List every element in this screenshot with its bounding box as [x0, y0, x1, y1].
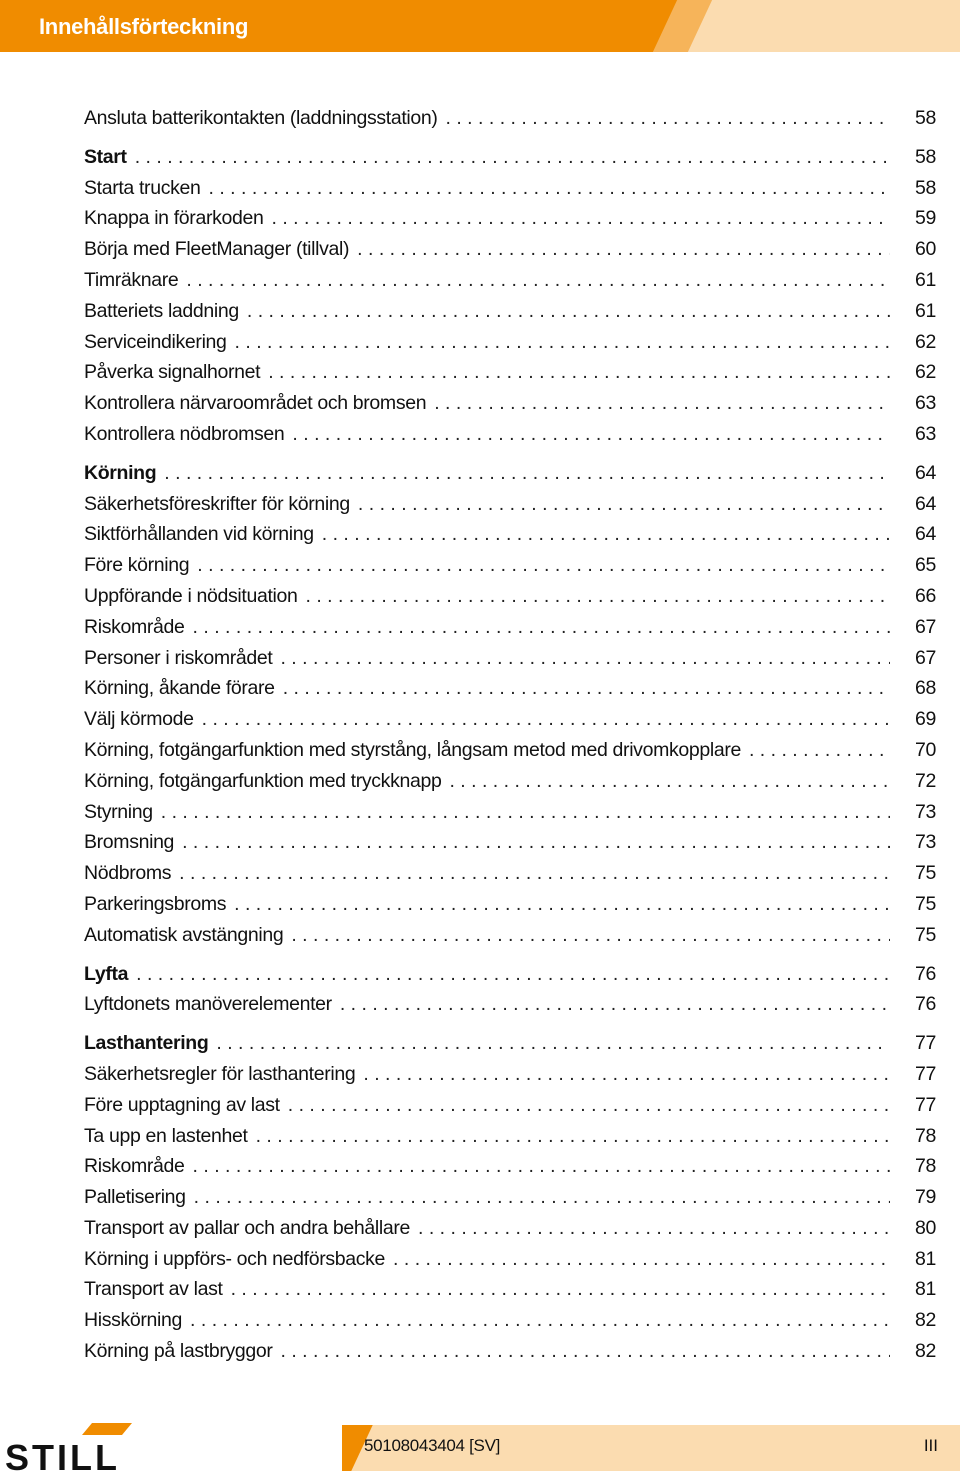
dot-leader	[418, 1213, 890, 1244]
toc-entry-label: Batteriets laddning	[84, 299, 239, 322]
toc-entry-row[interactable]	[84, 1182, 936, 1213]
dot-leader	[292, 419, 890, 450]
toc-entry-row[interactable]	[84, 735, 936, 766]
toc-page-number: 70	[915, 738, 936, 761]
toc-entry-row[interactable]	[84, 1274, 936, 1305]
toc-page-number: 78	[915, 1124, 936, 1147]
toc-entry-row[interactable]	[84, 173, 936, 204]
toc-entry-label: Ta upp en lastenhet	[84, 1124, 248, 1147]
toc-page-number: 59	[915, 207, 936, 230]
toc-entry-row[interactable]	[84, 265, 936, 296]
toc-page-number: 75	[915, 862, 936, 885]
dot-leader	[202, 704, 890, 735]
toc-entry-row[interactable]	[84, 1121, 936, 1152]
toc-page-number: 65	[915, 554, 936, 577]
toc-page-number: 63	[915, 422, 936, 445]
toc-entry-label: Personer i riskområdet	[84, 646, 273, 669]
toc-page-number: 64	[915, 523, 936, 546]
toc-entry-row[interactable]	[84, 1213, 936, 1244]
page-title: Innehållsförteckning	[39, 14, 249, 39]
dot-leader	[161, 797, 890, 828]
toc-page-number: 77	[915, 1062, 936, 1085]
table-of-contents	[84, 103, 936, 1367]
toc-entry-label: Välj körmode	[84, 708, 194, 731]
toc-page-number: 58	[915, 145, 936, 168]
page-footer	[342, 1425, 960, 1471]
toc-entry-row[interactable]	[84, 1305, 936, 1336]
dot-leader	[235, 327, 890, 358]
toc-entry-row[interactable]	[84, 419, 936, 450]
toc-entry-label: Bromsning	[84, 831, 175, 854]
toc-entry-row[interactable]	[84, 103, 936, 134]
toc-entry-row[interactable]	[84, 1090, 936, 1121]
toc-entry-label: Körning, fotgängarfunktion med styrstång, långsam metod med drivomkopplare	[84, 738, 741, 761]
toc-entry-row[interactable]	[84, 766, 936, 797]
toc-entry-row[interactable]	[84, 827, 936, 858]
toc-page-number: 62	[915, 330, 936, 353]
toc-entry-row[interactable]	[84, 203, 936, 234]
toc-page-number: 75	[915, 923, 936, 946]
dot-leader	[357, 234, 890, 265]
toc-entry-label: Lyfta	[84, 962, 129, 985]
dot-leader	[340, 989, 890, 1020]
toc-entry-label: Timräknare	[84, 268, 179, 291]
toc-entry-label: Starta trucken	[84, 176, 201, 199]
toc-page-number: 58	[915, 176, 936, 199]
page-header	[0, 0, 960, 52]
toc-page-number: 72	[915, 769, 936, 792]
toc-page-number: 75	[915, 892, 936, 915]
toc-entry-label: Palletisering	[84, 1186, 186, 1209]
toc-entry-row[interactable]	[84, 581, 936, 612]
toc-entry-row[interactable]	[84, 1336, 936, 1367]
toc-page-number: 67	[915, 646, 936, 669]
dot-leader	[393, 1244, 890, 1275]
toc-page-number: 76	[915, 993, 936, 1016]
toc-entry-label: Ansluta batterikontakten (laddningsstation)	[84, 107, 438, 129]
document-number: 50108043404 [SV]	[364, 1436, 501, 1455]
toc-entry-row[interactable]	[84, 234, 936, 265]
dot-leader	[256, 1121, 890, 1152]
dot-leader	[216, 1028, 890, 1059]
toc-entry-label: Påverka signalhornet	[84, 361, 261, 384]
dot-leader	[209, 173, 891, 204]
toc-page-number: 67	[915, 615, 936, 638]
toc-entry-row[interactable]	[84, 1244, 936, 1275]
toc-section-row[interactable]	[84, 458, 936, 489]
toc-page-number: 81	[915, 1278, 936, 1301]
toc-entry-row[interactable]	[84, 643, 936, 674]
dot-leader	[363, 1059, 890, 1090]
toc-entry-label: Börja med FleetManager (tillval)	[84, 238, 350, 261]
dot-leader	[182, 827, 890, 858]
toc-entry-row[interactable]	[84, 704, 936, 735]
toc-page-number: 63	[915, 392, 936, 415]
dot-leader	[434, 388, 890, 419]
toc-entry-label: Före körning	[84, 554, 190, 577]
toc-entry-row[interactable]	[84, 357, 936, 388]
header-pale-band	[688, 0, 960, 52]
dot-leader	[193, 612, 890, 643]
dot-leader	[271, 203, 890, 234]
dot-leader	[283, 673, 890, 704]
toc-entry-row[interactable]	[84, 920, 936, 951]
toc-entry-row[interactable]	[84, 989, 936, 1020]
dot-leader	[280, 643, 890, 674]
toc-entry-row[interactable]	[84, 388, 936, 419]
toc-entry-label: Körning i uppförs- och nedförsbacke	[84, 1247, 386, 1270]
toc-entry-row[interactable]	[84, 858, 936, 889]
toc-page-number: 61	[915, 299, 936, 322]
toc-entry-label: Lyftdonets manöverelementer	[84, 993, 332, 1016]
dot-leader	[164, 458, 890, 489]
dot-leader	[193, 1151, 890, 1182]
toc-page-number: 60	[915, 238, 936, 261]
toc-page-number: 76	[915, 962, 936, 985]
toc-entry-label: Riskområde	[84, 1155, 185, 1178]
toc-entry-label: Körning	[84, 461, 157, 484]
still-logo	[4, 1421, 184, 1478]
dot-leader	[358, 489, 890, 520]
toc-page-number: 77	[915, 1032, 936, 1055]
toc-entry-label: Nödbroms	[84, 862, 172, 885]
toc-entry-label: Knappa in förarkoden	[84, 207, 264, 230]
dot-leader	[306, 581, 891, 612]
toc-entry-label: Start	[84, 145, 127, 168]
toc-section-row[interactable]	[84, 1028, 936, 1059]
toc-page-number: 68	[915, 677, 936, 700]
dot-leader	[190, 1305, 890, 1336]
dot-leader	[234, 889, 890, 920]
toc-entry-row[interactable]	[84, 327, 936, 358]
toc-entry-label: Kontrollera nödbromsen	[84, 422, 285, 445]
dot-leader	[288, 1090, 890, 1121]
toc-entry-label: Körning på lastbryggor	[84, 1340, 273, 1363]
dot-leader	[179, 858, 890, 889]
dot-leader	[446, 103, 890, 134]
toc-entry-label: Säkerhetsregler för lasthantering	[84, 1062, 356, 1085]
toc-page-number: 81	[915, 1247, 936, 1270]
toc-entry-label: Serviceindikering	[84, 330, 227, 353]
toc-entry-row[interactable]	[84, 550, 936, 581]
dot-leader	[194, 1182, 890, 1213]
toc-entry-row[interactable]	[84, 296, 936, 327]
toc-entry-label: Körning, åkande förare	[84, 677, 275, 700]
toc-page-number: 79	[915, 1186, 936, 1209]
toc-entry-label: Säkerhetsföreskrifter för körning	[84, 492, 350, 515]
logo-wordmark: STILL	[5, 1437, 120, 1473]
toc-entry-label: Siktförhållanden vid körning	[84, 523, 314, 546]
dot-leader	[449, 766, 890, 797]
page-number: III	[923, 1436, 938, 1455]
toc-page-number: 64	[915, 492, 936, 515]
toc-page-number: 58	[915, 107, 936, 129]
dot-leader	[268, 357, 890, 388]
dot-leader	[135, 142, 890, 173]
toc-entry-row[interactable]	[84, 1151, 936, 1182]
toc-page-number: 78	[915, 1155, 936, 1178]
toc-page-number: 80	[915, 1216, 936, 1239]
toc-page-number: 62	[915, 361, 936, 384]
toc-entry-label: Körning, fotgängarfunktion med tryckknapp	[84, 769, 442, 792]
dot-leader	[247, 296, 890, 327]
toc-page-number: 69	[915, 708, 936, 731]
toc-page-number: 64	[915, 461, 936, 484]
toc-entry-label: Automatisk avstängning	[84, 923, 284, 946]
toc-section-row[interactable]	[84, 142, 936, 173]
toc-entry-label: Riskområde	[84, 615, 185, 638]
toc-page-number: 61	[915, 268, 936, 291]
toc-page-number: 82	[915, 1340, 936, 1363]
dot-leader	[291, 920, 890, 951]
toc-page-number: 73	[915, 800, 936, 823]
toc-entry-row[interactable]	[84, 889, 936, 920]
toc-entry-row[interactable]	[84, 612, 936, 643]
toc-entry-label: Uppförande i nödsituation	[84, 584, 298, 607]
toc-entry-label: Lasthantering	[84, 1032, 209, 1055]
toc-entry-row[interactable]	[84, 797, 936, 828]
dot-leader	[322, 519, 890, 550]
dot-leader	[197, 550, 890, 581]
toc-page-number: 66	[915, 584, 936, 607]
toc-entry-label: Parkeringsbroms	[84, 892, 227, 915]
toc-page-number: 73	[915, 831, 936, 854]
dot-leader	[136, 959, 890, 990]
dot-leader	[186, 265, 890, 296]
dot-leader	[231, 1274, 890, 1305]
toc-entry-row[interactable]	[84, 1059, 936, 1090]
toc-page-number: 82	[915, 1309, 936, 1332]
toc-entry-row[interactable]	[84, 519, 936, 550]
dot-leader	[281, 1336, 891, 1367]
toc-section-row[interactable]	[84, 959, 936, 990]
toc-entry-label: Transport av last	[84, 1278, 223, 1301]
toc-entry-row[interactable]	[84, 489, 936, 520]
toc-entry-label: Före upptagning av last	[84, 1093, 280, 1116]
toc-page-number: 77	[915, 1093, 936, 1116]
toc-entry-label: Styrning	[84, 800, 153, 823]
toc-entry-label: Kontrollera närvaroområdet och bromsen	[84, 392, 427, 415]
toc-entry-row[interactable]	[84, 673, 936, 704]
toc-entry-label: Transport av pallar och andra behållare	[84, 1216, 410, 1239]
toc-entry-label: Hisskörning	[84, 1309, 183, 1332]
dot-leader	[749, 735, 890, 766]
